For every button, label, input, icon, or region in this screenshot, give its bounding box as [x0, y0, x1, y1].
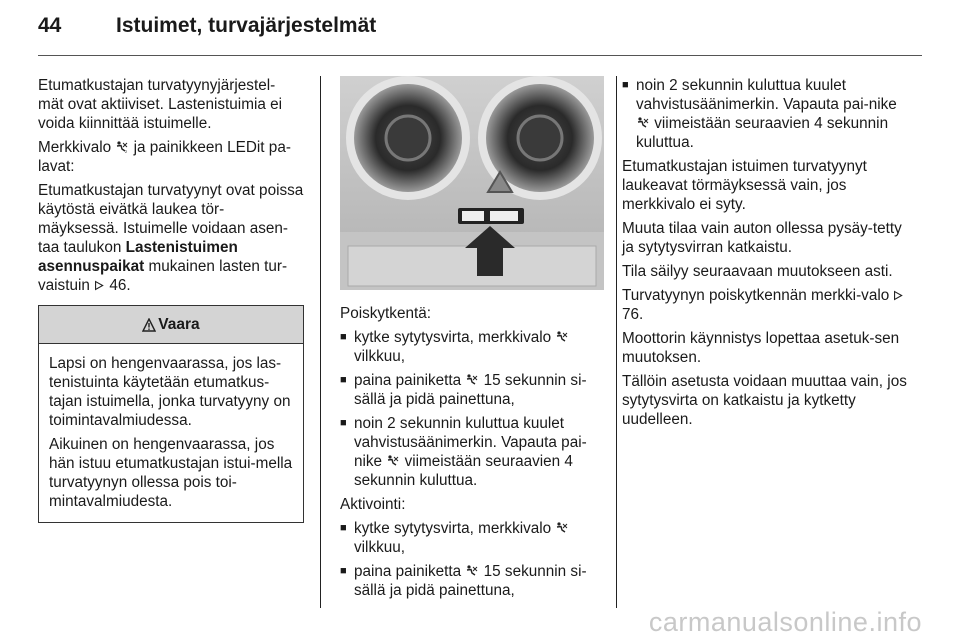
text: viimeistään seuraavien 4 sekunnin kuluttua. [354, 453, 573, 489]
paragraph: Muuta tilaa vain auton ollessa pysäy-tetty ja sytytysvirran katkaistu. [622, 220, 902, 256]
column-right [622, 76, 908, 434]
text: viimeistään seuraavien 4 sekunnin kuluttua. [636, 115, 889, 151]
paragraph [38, 181, 304, 295]
reference-arrow-icon [94, 280, 105, 291]
text: noin 2 sekunnin kuluttua kuulet vahvistusäänimerkin. Vapauta pai-nike [354, 415, 587, 470]
watermark: carmanualsonline.info [648, 607, 922, 637]
paragraph: Tila säilyy seuraavaan muutokseen asti. [622, 263, 893, 280]
list-item [340, 414, 604, 490]
header-divider [38, 55, 922, 56]
warning-text: Aikuinen on hengenvaarassa, jos hän istuu etumatkustajan istui-mella turvatyynyn ollessa pois toi-mintavalmiudesta. [49, 436, 293, 510]
text: kytke sytytysvirta, merkkivalo [354, 520, 552, 537]
page-reference: 46. [109, 277, 131, 294]
chapter-title: Istuimet, turvajärjestelmät [116, 14, 377, 37]
svg-text:2: 2 [125, 149, 128, 154]
list-item [340, 519, 604, 557]
text: Merkkivalo [38, 139, 112, 156]
paragraph: Moottorin käynnistys lopettaa asetuk-sen muutoksen. [622, 330, 900, 366]
airbag-off-icon [115, 140, 129, 154]
column-left [38, 76, 304, 523]
list-item [340, 328, 604, 366]
text: vilkkuu, [354, 348, 406, 365]
square-bullet: ■ [622, 79, 629, 91]
reference-arrow-icon [893, 290, 904, 301]
text: 15 sekunnin si-sällä ja pidä painettuna, [354, 372, 587, 408]
warning-body [39, 344, 303, 522]
warning-header [39, 306, 303, 344]
column-divider [616, 76, 617, 608]
warning-box [38, 305, 304, 523]
square-bullet: ■ [340, 522, 347, 534]
text: Etumatkustajan turvatyynyt ovat poissa käytöstä eivätkä laukea tör-mäyksessä. Istuimelle voidaan asen-taa taulukon [38, 182, 304, 256]
page-number: 44 [38, 14, 62, 37]
airbag-off-icon [555, 330, 569, 344]
warning-triangle-icon [142, 318, 156, 332]
text: noin 2 sekunnin kuluttua kuulet vahvistusäänimerkin. Vapauta pai-nike [636, 77, 897, 113]
square-bullet: ■ [340, 417, 347, 429]
list-item [340, 562, 604, 600]
airbag-off-icon [465, 373, 479, 387]
column-middle [340, 76, 604, 605]
page-header [38, 14, 376, 50]
page-reference: 76. [622, 306, 644, 323]
text: kytke sytytysvirta, merkkivalo [354, 329, 552, 346]
dashboard-photo [340, 76, 604, 290]
text: ja painikkeen LEDit pa-lavat: [38, 139, 291, 175]
list-item [340, 371, 604, 409]
section-label: Poiskytkentä: [340, 305, 431, 322]
square-bullet: ■ [340, 374, 347, 386]
warning-text: Lapsi on hengenvaarassa, jos las-tenistuinta käytetään etumatkus-tajan istuimella, jonka turvatyyny on toimintavalmiudessa. [49, 355, 291, 429]
paragraph [38, 138, 304, 176]
paragraph [622, 286, 908, 324]
airbag-off-icon [555, 521, 569, 535]
column-divider [320, 76, 321, 608]
warning-title: Vaara [158, 316, 200, 333]
text: vilkkuu, [354, 539, 406, 556]
text: paina painiketta [354, 563, 462, 580]
text: Turvatyynyn poiskytkennän merkki-valo [622, 287, 890, 304]
airbag-switch-illustration [340, 76, 604, 290]
section-label: Aktivointi: [340, 496, 406, 513]
airbag-off-icon [465, 564, 479, 578]
bold-text: Lastenistuimen asennuspaikat [38, 239, 238, 275]
square-bullet: ■ [340, 565, 347, 577]
airbag-off-icon [636, 116, 650, 130]
text: mukainen lasten tur-vaistuin [38, 258, 288, 294]
airbag-off-icon [386, 454, 400, 468]
square-bullet: ■ [340, 331, 347, 343]
paragraph [38, 76, 304, 133]
paragraph: Etumatkustajan istuimen turvatyynyt laukeavat törmäyksessä vain, jos merkkivalo ei syty. [622, 158, 867, 213]
text: 15 sekunnin si-sällä ja pidä painettuna, [354, 563, 587, 599]
text: Etumatkustajan turvatyynyjärjestel- mät ovat aktiiviset. Lastenistuimia ei voida kiinnittää istuimelle. [38, 77, 283, 132]
list-item [622, 76, 908, 152]
text: paina painiketta [354, 372, 462, 389]
paragraph: Tällöin asetusta voidaan muuttaa vain, jos sytytysvirta on katkaistu ja kytketty uudelleen. [622, 373, 907, 428]
